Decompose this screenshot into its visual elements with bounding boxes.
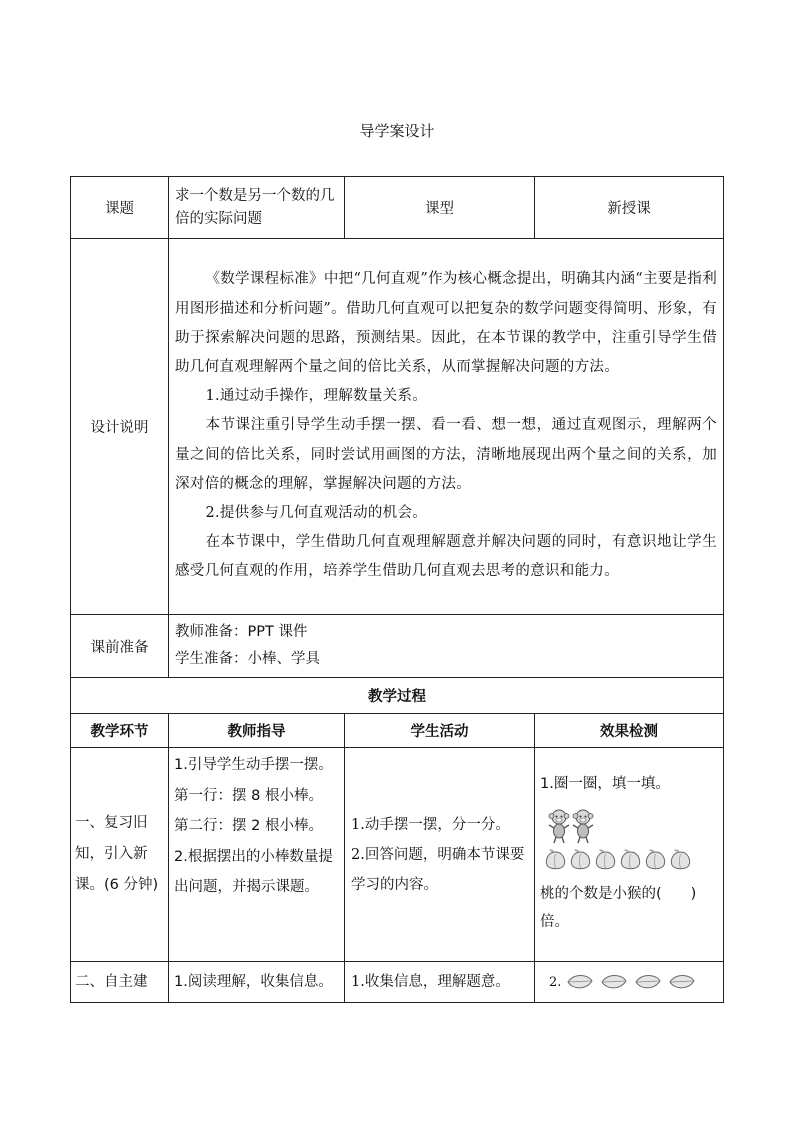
check-cell — [535, 748, 724, 962]
prep-content — [169, 615, 724, 678]
leaf-icon — [634, 973, 662, 991]
lesson-plan-table — [70, 176, 724, 1003]
check-intro: 2. — [549, 975, 562, 990]
design-row — [71, 239, 724, 615]
header-stage: 教学环节 — [71, 714, 169, 748]
design-paragraph: 1.通过动手操作，理解数量关系。 — [205, 388, 428, 405]
activity-line: 1.收集信息，理解题意。 — [351, 974, 510, 990]
topic-label: 课题 — [71, 177, 169, 239]
teacher-prep: 教师准备：PPT 课件 — [175, 624, 308, 640]
check-cell — [535, 962, 724, 1003]
design-description — [169, 239, 724, 615]
document-title: 导学案设计 — [359, 122, 435, 140]
guide-cell — [169, 962, 345, 1003]
design-paragraph: 本节课注重引导学生动手摆一摆、看一看、想一想，通过直观图示，理解两个量之间的倍比关系，同时尝试用画图的方法，清晰地展现出两个量之间的关系，加深对倍的概念的理解，掌握解决问题的方法。 — [175, 417, 717, 492]
header-guide: 教师指导 — [169, 714, 345, 748]
design-paragraph: 《数学课程标准》中把“几何直观”作为核心概念提出，明确其内涵“主要是指利用图形描述和分析问题”。借助几何直观可以把复杂的数学问题变得简明、形象，有助于探索解决问题的思路，预测结果。因此，在本节课的教学中，注重引导学生借助几何直观理解两个量之间的倍比关系，从而掌握解决问题的方法。 — [175, 271, 717, 375]
design-paragraph: 在本节课中，学生借助几何直观理解题意并解决问题的同时，有意识地让学生感受几何直观的作用，培养学生借助几何直观去思考的意识和能力。 — [175, 534, 717, 580]
process-title-row — [71, 678, 724, 714]
header-check: 效果检测 — [535, 714, 724, 748]
type-label: 课型 — [345, 177, 535, 239]
topic-value: 求一个数是另一个数的几倍的实际问题 — [169, 177, 345, 239]
stage-cell: 一、复习旧知，引入新课。(6 分钟) — [71, 748, 169, 962]
guide-line: 1.阅读理解，收集信息。 — [174, 973, 333, 990]
guide-line: 1.引导学生动手摆一摆。 — [174, 757, 333, 773]
activity-cell — [345, 962, 535, 1003]
guide-line: 2.根据摆出的小棒数量提出问题，并揭示课题。 — [174, 848, 333, 895]
peach-icon — [594, 848, 617, 872]
leaf-icon — [668, 973, 696, 991]
student-prep: 学生准备：小棒、学具 — [175, 651, 320, 667]
header-activity: 学生活动 — [345, 714, 535, 748]
prep-row — [71, 615, 724, 678]
guide-line: 第二行：摆 2 根小棒。 — [174, 818, 323, 834]
peach-icon — [569, 848, 592, 872]
check-question: 桃的个数是小猴的( )倍。 — [540, 886, 697, 930]
process-header-row — [71, 714, 724, 748]
monkey-icon — [548, 808, 570, 844]
activity-line: 2.回答问题，明确本节课要学习的内容。 — [351, 846, 525, 893]
process-row — [71, 748, 724, 962]
peach-icon — [644, 848, 667, 872]
leaf-icon — [566, 973, 594, 991]
prep-label: 课前准备 — [71, 615, 169, 678]
process-title: 教学过程 — [71, 678, 724, 714]
check-intro: 1.圈一圈，填一填。 — [540, 776, 670, 792]
monkey-icon — [572, 808, 594, 844]
guide-line: 第一行：摆 8 根小棒。 — [174, 787, 323, 804]
peach-icon — [544, 848, 567, 872]
leaf-group — [566, 973, 696, 991]
monkey-group — [548, 808, 718, 844]
design-paragraph: 2.提供参与几何直观活动的机会。 — [205, 505, 428, 521]
activity-cell — [345, 748, 535, 962]
process-row — [71, 962, 724, 1003]
guide-cell — [169, 748, 345, 962]
activity-line: 1.动手摆一摆，分一分。 — [351, 816, 510, 833]
design-label: 设计说明 — [71, 239, 169, 615]
peach-icon — [669, 848, 692, 872]
type-value: 新授课 — [535, 177, 724, 239]
peach-group — [544, 848, 718, 876]
leaf-icon — [600, 973, 628, 991]
topic-row — [71, 177, 724, 239]
stage-cell: 二、自主建 — [71, 962, 169, 1003]
peach-icon — [619, 848, 642, 872]
